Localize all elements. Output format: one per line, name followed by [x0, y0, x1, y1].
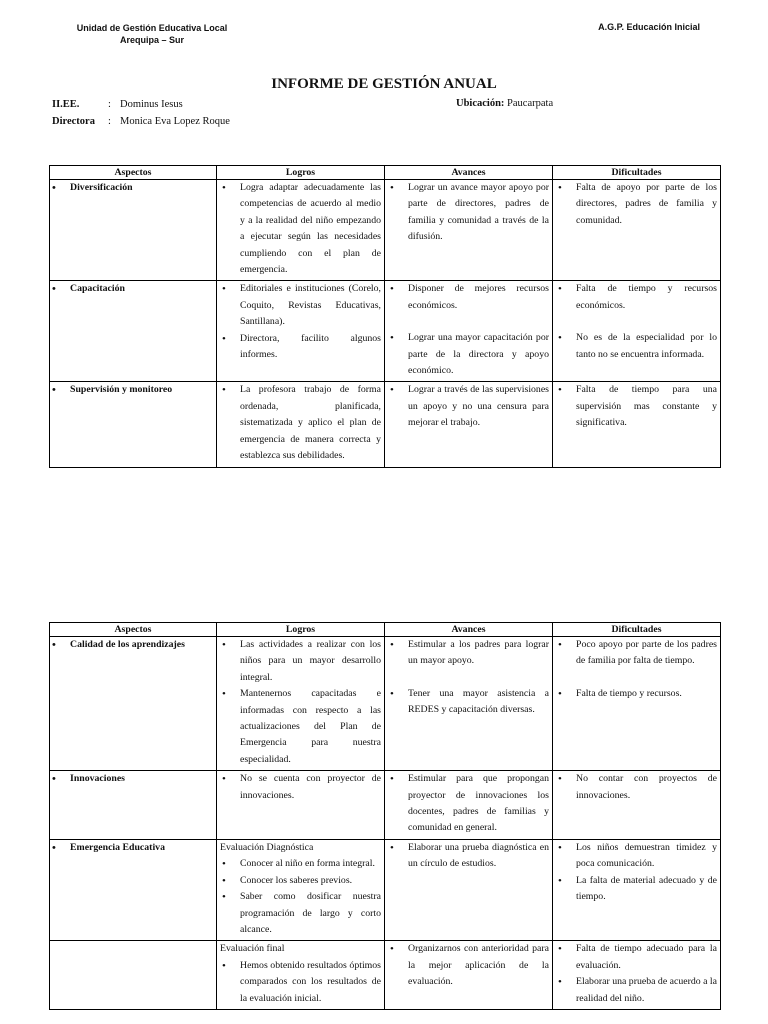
- avances-cell: [385, 771, 553, 840]
- table-row: [50, 382, 721, 467]
- aspect-label: • Diversificación: [50, 180, 213, 196]
- dificultades-item: • Falta de apoyo por parte de los directores, padres de familia y comunidad.: [556, 180, 717, 229]
- report-table-1: [49, 165, 721, 468]
- logros-cell: [217, 382, 385, 467]
- aspect-cell: [50, 941, 217, 1010]
- table-row: [50, 839, 721, 940]
- ubicacion-label: Ubicación:: [456, 98, 505, 109]
- avances-item: • Organizarnos con anterioridad para la mejor aplicación de la evaluación.: [388, 941, 549, 990]
- spacer: [556, 314, 717, 330]
- header-institution-line2: Arequipa – Sur: [119, 35, 184, 45]
- table-row: [50, 941, 721, 1010]
- logros-item: • Directora, facilito algunos informes.: [220, 331, 381, 364]
- logros-item: • Hemos obtenido resultados óptimos comparados con los resultados de la evaluación inicial.: [220, 958, 381, 1007]
- logros-cell: [217, 839, 385, 940]
- aspect-label: • Capacitación: [50, 281, 213, 297]
- avances-cell: [385, 941, 553, 1010]
- report-table-2: [49, 622, 721, 1010]
- aspect-cell: [50, 281, 217, 382]
- column-header-1: Logros: [217, 623, 385, 637]
- table-row: [50, 281, 721, 382]
- avances-cell: [385, 637, 553, 771]
- dificultades-item: • Falta de tiempo para una supervisión mas constante y significativa.: [556, 382, 717, 431]
- logros-cell: [217, 941, 385, 1010]
- dificultades-item: • Falta de tiempo adecuado para la evaluación.: [556, 941, 717, 974]
- spacer: [388, 314, 549, 330]
- logros-item: • Mantenernos capacitadas e informadas con respecto a las actualizaciones del Plan de Emergencia para nuestra especialidad.: [220, 686, 381, 768]
- table-row: [50, 637, 721, 771]
- directora-value: Monica Eva Lopez Roque: [120, 116, 230, 127]
- header-institution: [52, 22, 252, 46]
- aspect-cell: [50, 637, 217, 771]
- directora-colon: :: [108, 116, 111, 127]
- avances-item: • Lograr una mayor capacitación por parte de la directora y apoyo económico.: [388, 330, 549, 379]
- aspect-label: • Supervisión y monitoreo: [50, 382, 213, 398]
- logros-item: • Conocer los saberes previos.: [220, 873, 381, 889]
- dificultades-item: • Elaborar una prueba de acuerdo a la realidad del niño.: [556, 974, 717, 1007]
- table-row: [50, 771, 721, 840]
- avances-item: • Lograr a través de las supervisiones un apoyo y no una censura para mejorar el trabajo.: [388, 382, 549, 431]
- aspect-cell: [50, 839, 217, 940]
- dificultades-cell: [553, 839, 721, 940]
- logros-cell: [217, 180, 385, 281]
- dificultades-cell: [553, 382, 721, 467]
- column-header-3: Dificultades: [553, 623, 721, 637]
- aspect-cell: [50, 180, 217, 281]
- column-header-0: Aspectos: [50, 166, 217, 180]
- avances-cell: [385, 382, 553, 467]
- avances-item: • Tener una mayor asistencia a REDES y capacitación diversas.: [388, 686, 549, 719]
- logros-item: • Saber como dosificar nuestra programación de largo y corto alcance.: [220, 889, 381, 938]
- table-header-row: [50, 623, 721, 637]
- dificultades-cell: [553, 941, 721, 1010]
- spacer: [388, 670, 549, 686]
- iiee-label: II.EE.: [52, 99, 80, 110]
- info-ubicacion: [456, 98, 553, 109]
- logros-item: • Conocer al niño en forma integral.: [220, 856, 381, 872]
- column-header-2: Avances: [385, 166, 553, 180]
- info-iiee: [52, 97, 183, 113]
- aspect-cell: [50, 382, 217, 467]
- table-row: [50, 180, 721, 281]
- logros-heading: Evaluación final: [220, 943, 285, 955]
- column-header-3: Dificultades: [553, 166, 721, 180]
- logros-cell: [217, 637, 385, 771]
- dificultades-item: • Falta de tiempo y recursos económicos.: [556, 281, 717, 314]
- avances-item: • Elaborar una prueba diagnóstica en un círculo de estudios.: [388, 840, 549, 873]
- dificultades-item: • La falta de material adecuado y de tiempo.: [556, 873, 717, 906]
- avances-item: • Lograr un avance mayor apoyo por parte de directores, padres de familia y comunidad a través de la difusión.: [388, 180, 549, 246]
- avances-cell: [385, 180, 553, 281]
- avances-cell: [385, 839, 553, 940]
- dificultades-item: • Poco apoyo por parte de los padres de familia por falta de tiempo.: [556, 637, 717, 670]
- table-header-row: [50, 166, 721, 180]
- aspect-label: • Innovaciones: [50, 771, 213, 787]
- logros-cell: [217, 771, 385, 840]
- column-header-2: Avances: [385, 623, 553, 637]
- page-title: INFORME DE GESTIÓN ANUAL: [271, 76, 497, 92]
- header-area: A.G.P. Educación Inicial: [598, 22, 700, 32]
- ubicacion-value: Paucarpata: [507, 98, 554, 109]
- spacer: [556, 670, 717, 686]
- logros-cell: [217, 281, 385, 382]
- dificultades-item: • Falta de tiempo y recursos.: [556, 686, 717, 702]
- dificultades-item: • Los niños demuestran timidez y poca comunicación.: [556, 840, 717, 873]
- avances-item: • Estimular a los padres para lograr un mayor apoyo.: [388, 637, 549, 670]
- aspect-label: • Calidad de los aprendizajes: [50, 637, 213, 653]
- info-directora: [52, 114, 230, 130]
- avances-cell: [385, 281, 553, 382]
- aspect-cell: [50, 771, 217, 840]
- iiee-value: Dominus Iesus: [120, 99, 183, 110]
- logros-item: • Las actividades a realizar con los niños para un mayor desarrollo integral.: [220, 637, 381, 686]
- avances-item: • Estimular para que propongan proyector de innovaciones los docentes, padres de familias y comunidad en general.: [388, 771, 549, 837]
- avances-item: • Disponer de mejores recursos económicos.: [388, 281, 549, 314]
- directora-label: Directora: [52, 116, 95, 127]
- aspect-label: • Emergencia Educativa: [50, 840, 213, 856]
- dificultades-cell: [553, 771, 721, 840]
- dificultades-item: • No es de la especialidad por lo tanto no se encuentra informada.: [556, 330, 717, 363]
- logros-item: • Editoriales e instituciones (Corelo, Coquito, Revistas Educativas, Santillana).: [220, 281, 381, 330]
- logros-item: • La profesora trabajo de forma ordenada, planificada, sistematizada y aplico el plan de emergencia de manera correcta y establezca sus debilidades.: [220, 382, 381, 464]
- column-header-0: Aspectos: [50, 623, 217, 637]
- dificultades-item: • No contar con proyectos de innovaciones.: [556, 771, 717, 804]
- logros-item: • No se cuenta con proyector de innovaciones.: [220, 771, 381, 804]
- iiee-colon: :: [108, 99, 111, 110]
- header-institution-line1: Unidad de Gestión Educativa Local: [76, 23, 228, 33]
- logros-item: • Logra adaptar adecuadamente las competencias de acuerdo al medio y a la realidad del niño empezando a ejecutar según las necesidades cumpliendo con el plan de emergencia.: [220, 180, 381, 278]
- logros-heading: Evaluación Diagnóstica: [220, 841, 314, 853]
- dificultades-cell: [553, 180, 721, 281]
- dificultades-cell: [553, 637, 721, 771]
- column-header-1: Logros: [217, 166, 385, 180]
- dificultades-cell: [553, 281, 721, 382]
